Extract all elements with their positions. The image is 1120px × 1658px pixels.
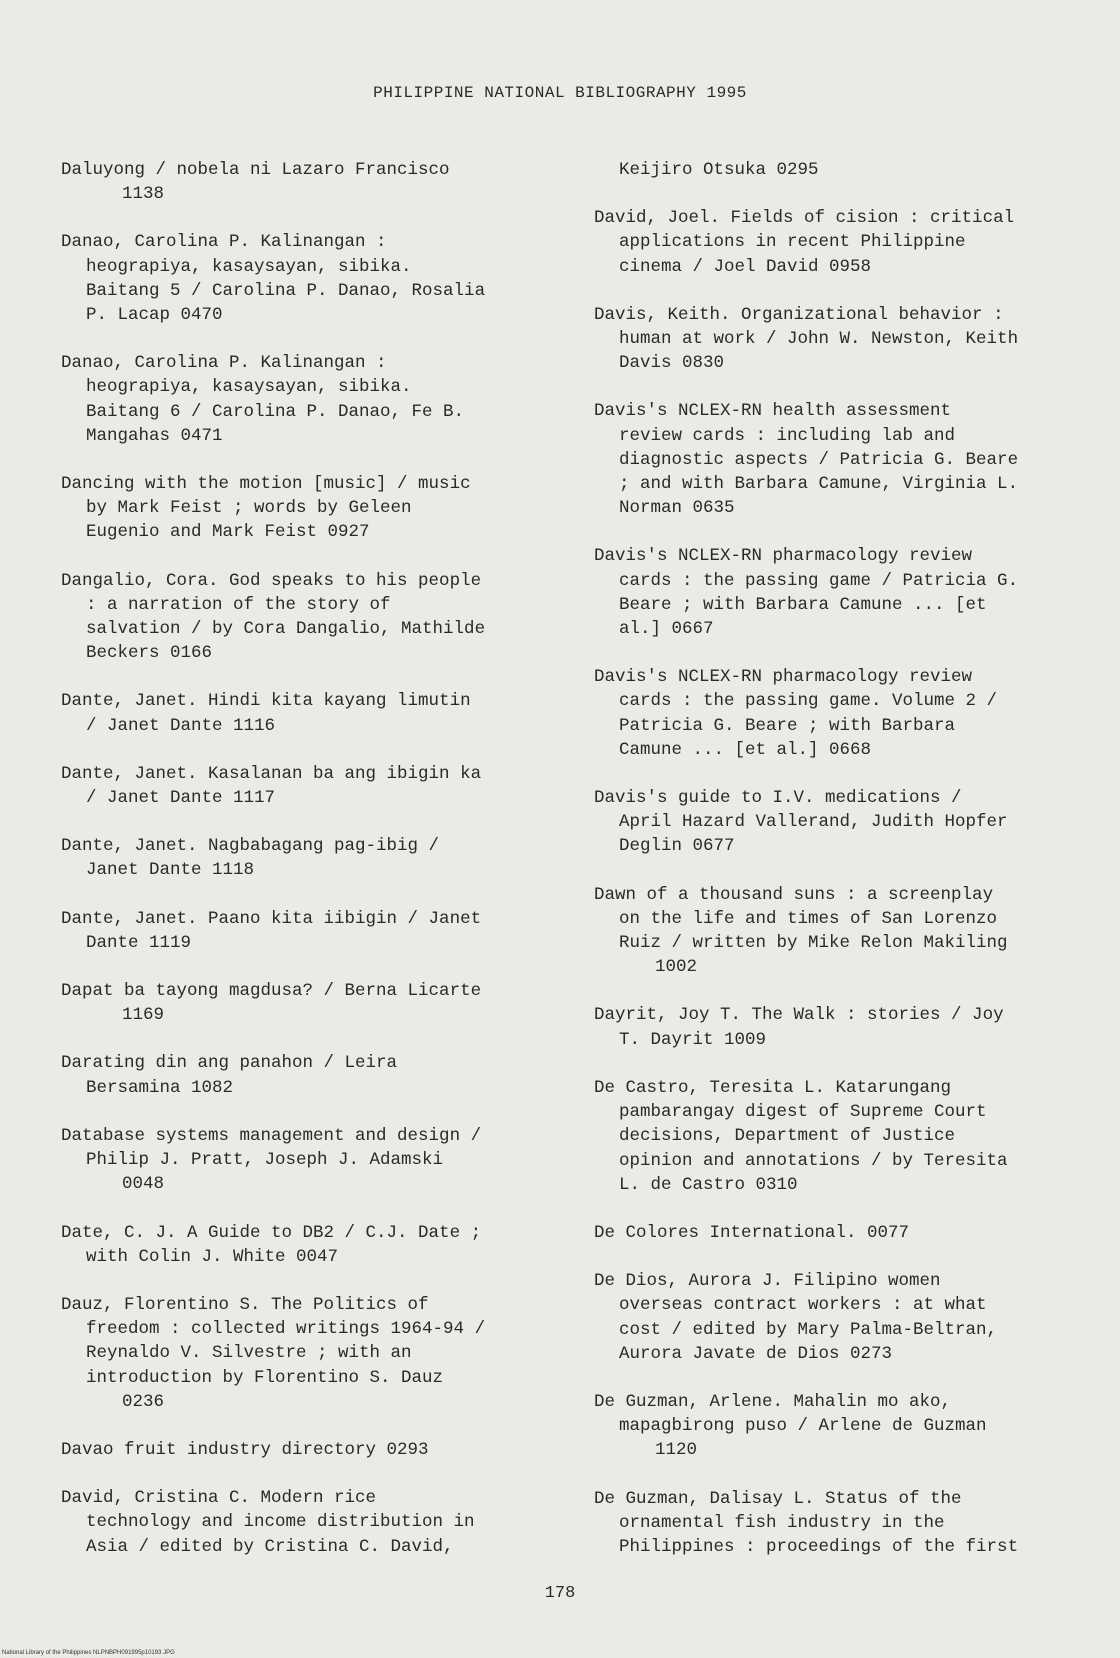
entry-line: salvation / by Cora Dangalio, Mathilde [86, 619, 486, 640]
bibliography-entry [61, 569, 561, 666]
entry-line: ; and with Barbara Camune, Virginia L. [619, 474, 1019, 495]
bibliography-entry [61, 1293, 561, 1414]
entry-line: Beare ; with Barbara Camune ... [et [619, 594, 987, 615]
entry-heading-line: Dante, Janet. Hindi kita kayang limutin [61, 691, 471, 712]
entry-line: / Janet Dante 1116 [86, 715, 276, 736]
entry-heading-line: Davis's guide to I.V. medications / [594, 788, 962, 809]
entry-line: Bersamina 1082 [86, 1077, 234, 1098]
entry-heading-line: De Castro, Teresita L. Katarungang [594, 1077, 952, 1098]
entry-heading-line: Dancing with the motion [music] / music [61, 474, 471, 495]
entry-line: Dante 1119 [86, 932, 192, 953]
bibliography-entry [61, 834, 561, 882]
entry-line: by Mark Feist ; words by Geleen [86, 498, 412, 519]
entry-line: with Colin J. White 0047 [86, 1246, 339, 1267]
entry-line: Janet Dante 1118 [86, 860, 255, 881]
entry-number: 1002 [655, 957, 698, 978]
entry-heading-line: Dante, Janet. Nagbabagang pag-ibig / [61, 836, 440, 857]
entry-heading-line: Dawn of a thousand suns : a screenplay [594, 884, 994, 905]
entry-heading-line: Dangalio, Cora. God speaks to his people [61, 570, 482, 591]
entry-line: : a narration of the story of [86, 594, 391, 615]
entry-line: / Janet Dante 1117 [86, 788, 276, 809]
entry-line: cards : the passing game. Volume 2 / [619, 691, 998, 712]
bibliography-entry [594, 544, 1094, 641]
entry-heading-line: Davis, Keith. Organizational behavior : [594, 304, 1004, 325]
entry-line: Patricia G. Beare ; with Barbara [619, 715, 956, 736]
entry-line: Davis 0830 [619, 353, 725, 374]
entry-line: Mangahas 0471 [86, 425, 223, 446]
entry-heading-line: Dante, Janet. Paano kita iibigin / Janet [61, 908, 482, 929]
bibliography-entry [594, 158, 1094, 182]
entry-line: cinema / Joel David 0958 [619, 256, 872, 277]
entry-line: human at work / John W. Newston, Keith [619, 329, 1019, 350]
bibliography-entry [61, 1486, 561, 1559]
entry-heading-line: De Guzman, Arlene. Mahalin mo ako, [594, 1391, 952, 1412]
entry-line: P. Lacap 0470 [86, 305, 223, 326]
left-column [61, 158, 561, 1583]
entry-line: al.] 0667 [619, 619, 714, 640]
entry-heading-line: Date, C. J. A Guide to DB2 / C.J. Date ; [61, 1222, 482, 1243]
entry-heading-line: Keijiro Otsuka 0295 [619, 160, 819, 180]
bibliography-entry [594, 1269, 1094, 1366]
entry-heading-line: Danao, Carolina P. Kalinangan : [61, 232, 387, 253]
entry-line: applications in recent Philippine [619, 232, 966, 253]
entry-heading-line: Dayrit, Joy T. The Walk : stories / Joy [594, 1005, 1004, 1026]
entry-line: Eugenio and Mark Feist 0927 [86, 522, 370, 543]
entry-number: 0048 [122, 1174, 165, 1195]
bibliography-entry [594, 786, 1094, 859]
bibliography-entry [594, 206, 1094, 279]
entry-heading-line: David, Cristina C. Modern rice [61, 1488, 377, 1509]
entry-line: opinion and annotations / by Teresita [619, 1150, 1008, 1171]
entry-heading-line: Davao fruit industry directory 0293 [61, 1439, 429, 1460]
bibliography-entry [594, 1390, 1094, 1463]
bibliography-entry [61, 351, 561, 448]
entry-line: Philippines : proceedings of the first [619, 1536, 1019, 1557]
bibliography-entry [594, 1003, 1094, 1051]
entry-number: 1169 [122, 1005, 165, 1026]
bibliography-entry [61, 1438, 561, 1462]
entry-heading-line: Davis's NCLEX-RN health assessment [594, 401, 952, 422]
entry-line: T. Dayrit 1009 [619, 1029, 767, 1050]
entry-heading-line: Darating din ang panahon / Leira [61, 1053, 398, 1074]
bibliography-entry [61, 230, 561, 327]
entry-line: heograpiya, kasaysayan, sibika. [86, 256, 412, 277]
entry-line: on the life and times of San Lorenzo [619, 908, 998, 929]
entry-line: April Hazard Vallerand, Judith Hopfer [619, 812, 1008, 833]
entry-heading-line: Davis's NCLEX-RN pharmacology review [594, 546, 973, 567]
bibliography-entry [594, 303, 1094, 376]
bibliography-entry [61, 1221, 561, 1269]
entry-line: cost / edited by Mary Palma-Beltran, [619, 1319, 998, 1340]
page-number: 178 [544, 1584, 576, 1603]
entry-heading-line: Daluyong / nobela ni Lazaro Francisco [61, 160, 450, 180]
entry-number: 1138 [122, 184, 165, 205]
entry-heading-line: Dapat ba tayong magdusa? / Berna Licarte [61, 981, 482, 1002]
entry-number: 1120 [655, 1440, 698, 1461]
entry-line: Baitang 5 / Carolina P. Danao, Rosalia [86, 280, 486, 301]
bibliography-entry [61, 979, 561, 1027]
entry-heading-line: Danao, Carolina P. Kalinangan : [61, 353, 387, 374]
entry-line: Reynaldo V. Silvestre ; with an [86, 1343, 412, 1364]
entry-line: pambarangay digest of Supreme Court [619, 1102, 987, 1123]
entry-number: 0236 [122, 1391, 165, 1412]
entry-line: Baitang 6 / Carolina P. Danao, Fe B. [86, 401, 465, 422]
entry-heading-line: Dauz, Florentino S. The Politics of [61, 1294, 429, 1315]
entry-line: decisions, Department of Justice [619, 1126, 956, 1147]
entry-line: Deglin 0677 [619, 836, 735, 857]
entry-line: Aurora Javate de Dios 0273 [619, 1343, 893, 1364]
entry-heading-line: De Guzman, Dalisay L. Status of the [594, 1488, 962, 1509]
entry-heading-line: Davis's NCLEX-RN pharmacology review [594, 667, 973, 688]
entry-line: freedom : collected writings 1964-94 / [86, 1319, 486, 1340]
entry-line: cards : the passing game / Patricia G. [619, 570, 1019, 591]
entry-line: L. de Castro 0310 [619, 1174, 798, 1195]
entry-line: Asia / edited by Cristina C. David, [86, 1536, 454, 1557]
entry-heading-line: Dante, Janet. Kasalanan ba ang ibigin ka [61, 763, 482, 784]
bibliography-entry [594, 883, 1094, 980]
bibliography-entry [594, 399, 1094, 520]
page-header: PHILIPPINE NATIONAL BIBLIOGRAPHY 1995 [373, 84, 747, 102]
bibliography-entry [594, 1076, 1094, 1197]
entry-line: review cards : including lab and [619, 425, 956, 446]
bibliography-entry [594, 665, 1094, 762]
entry-line: Norman 0635 [619, 498, 735, 519]
bibliography-entry [61, 1051, 561, 1099]
entry-line: heograpiya, kasaysayan, sibika. [86, 377, 412, 398]
entry-line: Ruiz / written by Mike Relon Makiling [619, 933, 1008, 954]
bibliography-entry [61, 689, 561, 737]
bibliography-entry [594, 1221, 1094, 1245]
entry-heading-line: Database systems management and design / [61, 1125, 482, 1146]
bibliography-entry [61, 762, 561, 810]
entry-line: Beckers 0166 [86, 643, 213, 664]
bibliography-entry [61, 1124, 561, 1197]
entry-heading-line: David, Joel. Fields of cision : critical [594, 208, 1015, 229]
scan-footer: National Library of the Philippines NLPNBPH091995p10193 JPG [2, 1650, 175, 1656]
entry-line: diagnostic aspects / Patricia G. Beare [619, 449, 1019, 470]
entry-heading-line: De Dios, Aurora J. Filipino women [594, 1271, 941, 1292]
bibliography-entry [594, 1487, 1094, 1560]
entry-line: Philip J. Pratt, Joseph J. Adamski [86, 1150, 444, 1171]
entry-line: Camune ... [et al.] 0668 [619, 739, 872, 760]
entry-heading-line: De Colores International. 0077 [594, 1222, 910, 1243]
entry-line: technology and income distribution in [86, 1512, 475, 1533]
entry-line: ornamental fish industry in the [619, 1512, 945, 1533]
bibliography-entry [61, 472, 561, 545]
entry-line: introduction by Florentino S. Dauz [86, 1367, 444, 1388]
bibliography-entry [61, 158, 561, 206]
bibliography-entry [61, 907, 561, 955]
right-column [594, 158, 1094, 1583]
entry-line: overseas contract workers : at what [619, 1295, 987, 1316]
entry-line: mapagbirong puso / Arlene de Guzman [619, 1416, 987, 1437]
